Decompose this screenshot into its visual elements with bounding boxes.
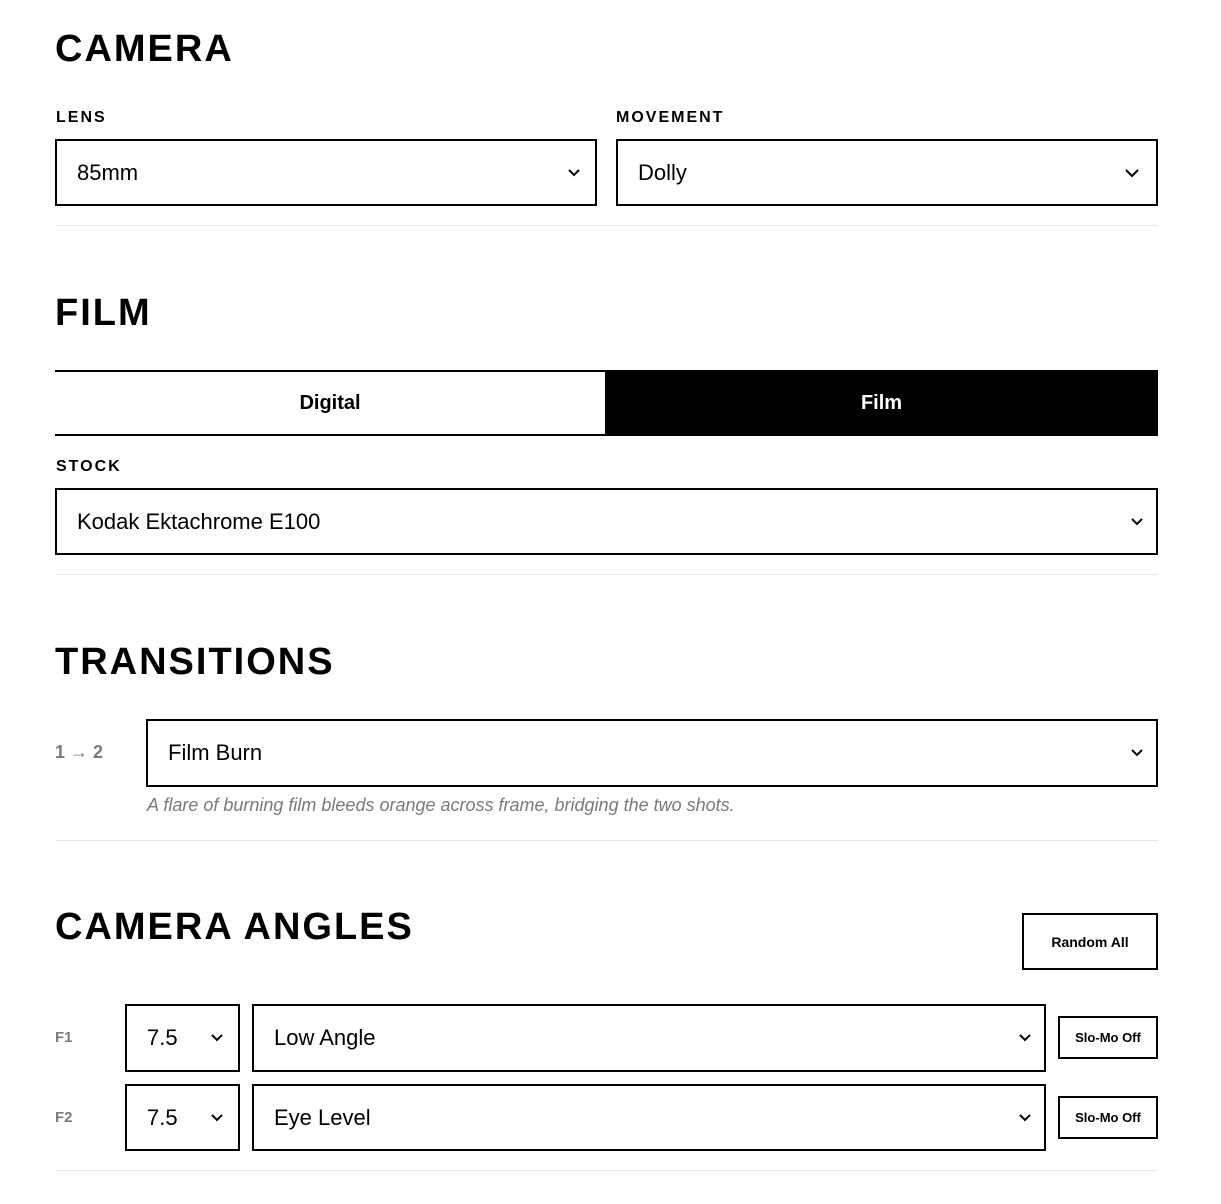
chevron-down-icon [1018, 1113, 1032, 1123]
duration-value: 7.5 [147, 1104, 178, 1130]
transition-description: A flare of burning film bleeds orange across frame, bridging the two shots. [147, 795, 735, 815]
chevron-down-icon [210, 1113, 224, 1123]
transition-select[interactable] [146, 719, 1158, 787]
toggle-option-film[interactable]: Film [605, 372, 1158, 434]
duration-value: 7.5 [147, 1025, 178, 1050]
section-divider [55, 1170, 1158, 1171]
duration-select[interactable] [125, 1084, 240, 1151]
movement-select[interactable] [616, 139, 1158, 206]
angle-select[interactable] [252, 1084, 1046, 1151]
random-all-button[interactable]: Random All [1022, 913, 1158, 970]
transition-value: Film Burn [168, 740, 263, 765]
chevron-down-icon [210, 1033, 224, 1043]
angle-value: Low Angle [274, 1025, 376, 1050]
film-heading: FILM [55, 292, 152, 334]
chevron-down-icon [1124, 168, 1138, 178]
chevron-down-icon [567, 168, 581, 178]
angle-value: Eye Level [274, 1104, 371, 1130]
stock-select[interactable] [55, 488, 1158, 555]
lens-value: 85mm [77, 159, 139, 185]
chevron-down-icon [1018, 1033, 1032, 1043]
stock-label: STOCK [56, 458, 122, 475]
transition-label: 1 → 2 [55, 742, 104, 762]
slomo-toggle-button[interactable]: Slo-Mo Off [1058, 1096, 1158, 1139]
section-divider [55, 840, 1158, 841]
movement-label: MOVEMENT [616, 109, 725, 126]
toggle-option-digital[interactable]: Digital [299, 391, 361, 414]
stock-value: Kodak Ektachrome E100 [77, 508, 321, 534]
lens-label: LENS [56, 109, 107, 126]
film-mode-toggle [55, 370, 1158, 436]
lens-select[interactable] [55, 139, 597, 206]
angle-row-label: F2 [55, 1109, 73, 1126]
section-divider [55, 574, 1158, 575]
section-divider [55, 225, 1158, 226]
camera-heading: CAMERA [55, 28, 234, 70]
angle-row-label: F1 [55, 1029, 73, 1046]
duration-select[interactable] [125, 1004, 240, 1072]
slomo-toggle-button[interactable]: Slo-Mo Off [1058, 1016, 1158, 1059]
chevron-down-icon [1130, 748, 1144, 758]
transitions-heading: TRANSITIONS [55, 641, 335, 683]
camera-angles-heading: CAMERA ANGLES [55, 906, 414, 948]
angle-select[interactable] [252, 1004, 1046, 1072]
movement-value: Dolly [638, 159, 687, 185]
chevron-down-icon [1130, 517, 1144, 527]
